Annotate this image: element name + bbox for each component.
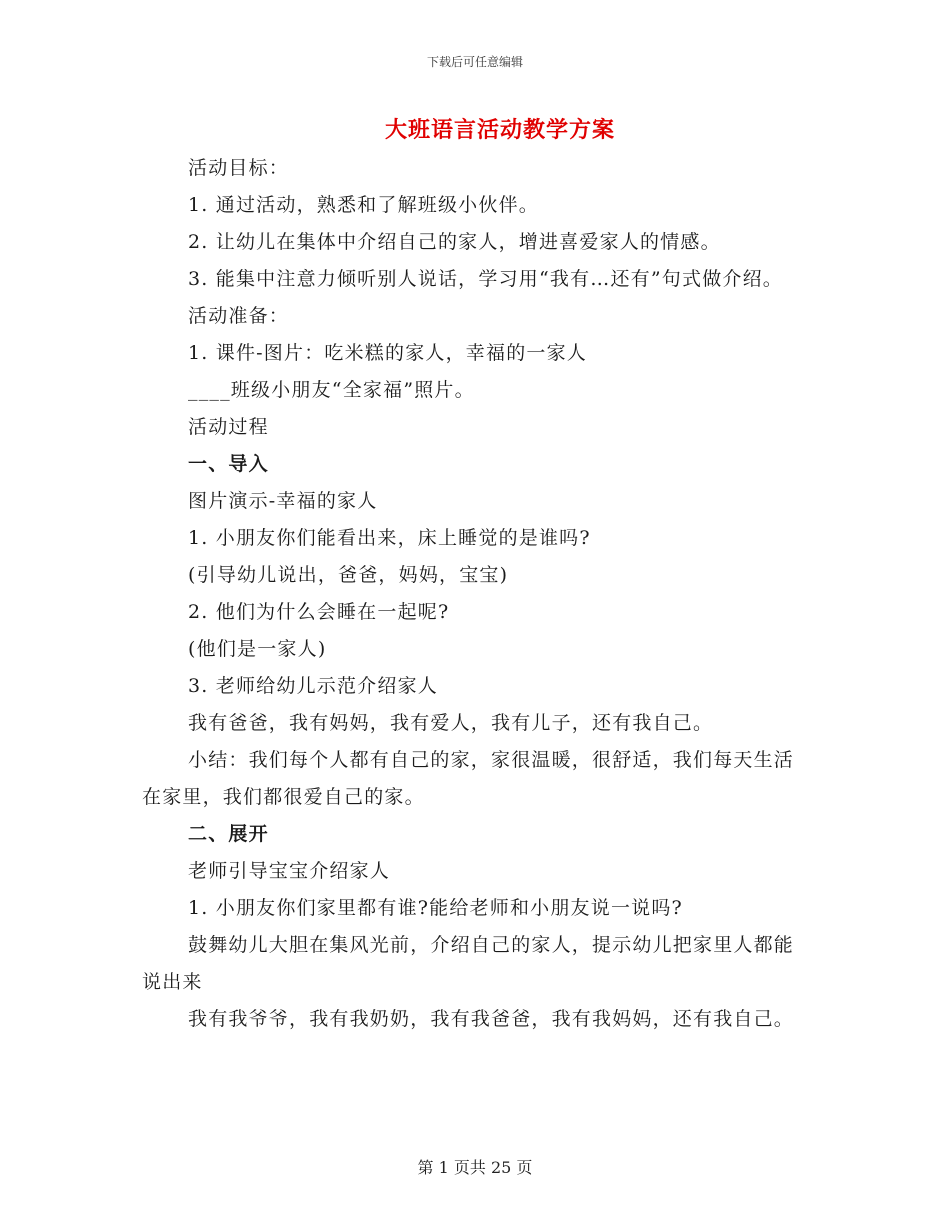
paragraph: 鼓舞幼儿大胆在集风光前，介绍自己的家人，提示幼儿把家里人都能说出来	[142, 934, 795, 993]
paragraph: 1. 小朋友你们家里都有谁?能给老师和小朋友说一说吗?	[188, 897, 683, 919]
paragraph: 小结：我们每个人都有自己的家，家很温暖，很舒适，我们每天生活在家里，我们都很爱自己的家。	[142, 749, 795, 808]
paragraph: 2. 他们为什么会睡在一起呢?	[188, 601, 450, 623]
paragraph: 图片演示-幸福的家人	[188, 490, 378, 512]
paragraph: 我有我爷爷，我有我奶奶，我有我爸爸，我有我妈妈，还有我自己。	[188, 1008, 795, 1030]
page-footer: 第 1 页共 25 页	[417, 1158, 533, 1177]
paragraph: 我有爸爸，我有妈妈，我有爱人，我有儿子，还有我自己。	[188, 712, 714, 734]
paragraph: 3. 能集中注意力倾听别人说话，学习用“我有…还有”句式做介绍。	[188, 268, 783, 290]
paragraph: 老师引导宝宝介绍家人	[188, 860, 391, 882]
paragraph: 活动目标：	[188, 157, 290, 179]
paragraph: (引导幼儿说出，爸爸，妈妈，宝宝)	[188, 564, 509, 586]
page-header: 下载后可任意编辑	[426, 55, 523, 69]
paragraph: 3. 老师给幼儿示范介绍家人	[188, 675, 438, 697]
paragraph: 1. 小朋友你们能看出来，床上睡觉的是谁吗?	[188, 527, 591, 549]
paragraph: (他们是一家人)	[188, 638, 327, 660]
paragraph: 1. 通过活动，熟悉和了解班级小伙伴。	[188, 194, 539, 216]
document-title: 大班语言活动教学方案	[384, 117, 615, 143]
paragraph: 活动过程	[188, 416, 269, 438]
paragraph: 1. 课件-图片：吃米糕的家人，幸福的一家人	[188, 342, 587, 364]
document-body	[142, 150, 800, 1038]
paragraph: 2. 让幼儿在集体中介绍自己的家人，增进喜爱家人的情感。	[188, 231, 721, 253]
paragraph: 活动准备：	[188, 305, 290, 327]
paragraph: ____班级小朋友“全家福”照片。	[188, 379, 475, 401]
paragraph: 一、导入	[188, 453, 269, 475]
paragraph: 二、展开	[188, 823, 269, 845]
